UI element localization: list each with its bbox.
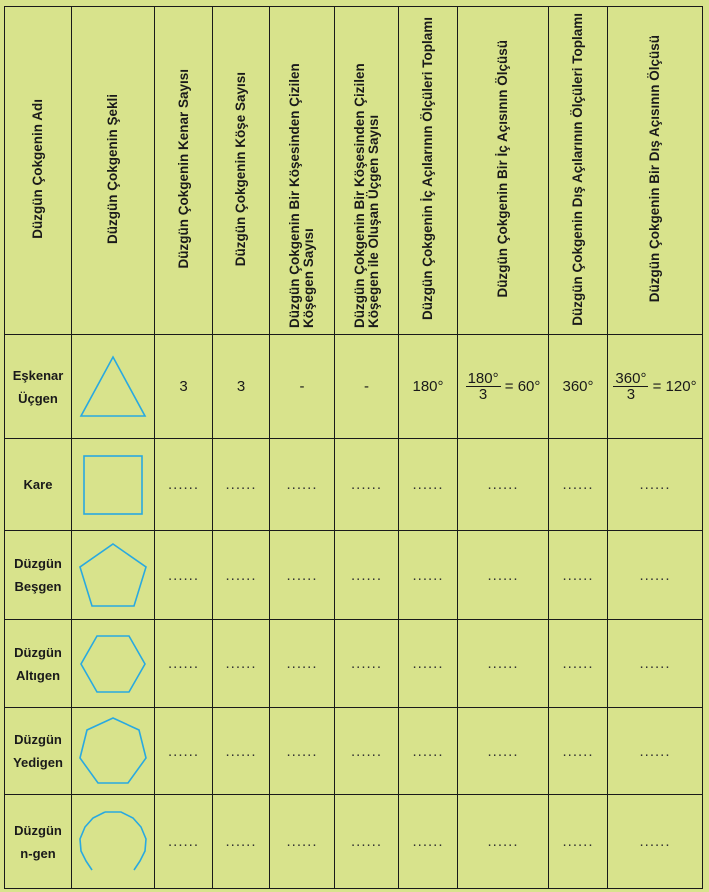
polygon-shape	[72, 439, 155, 531]
blank-cell: ......	[270, 439, 335, 531]
blank-cell: ......	[549, 531, 608, 620]
polygon-name: Eşkenar Üçgen	[5, 335, 72, 439]
heptagon-icon	[77, 716, 149, 786]
blank-cell: ......	[399, 439, 458, 531]
blank-cell: ......	[458, 439, 549, 531]
table-row	[5, 795, 703, 889]
blank-cell: ......	[155, 708, 213, 795]
blank-cell: ......	[213, 531, 270, 620]
header-row	[5, 7, 703, 335]
blank-cell: ......	[155, 620, 213, 708]
interior-sum: 180°	[399, 335, 458, 439]
header-name: Düzgün Çokgenin Adı	[5, 7, 72, 335]
blank-cell: ......	[458, 708, 549, 795]
polygon-name: Düzgün Altıgen	[5, 620, 72, 708]
square-icon	[82, 454, 144, 516]
header-diagonal-count: Düzgün Çokgenin Bir Köşesinden Çizilen Köşegen Sayısı	[270, 7, 335, 335]
polygon-shape	[72, 708, 155, 795]
blank-cell: ......	[608, 708, 703, 795]
side-count: 3	[155, 335, 213, 439]
n-gon-icon	[78, 810, 148, 874]
blank-cell: ......	[335, 620, 399, 708]
regular-polygon-table	[4, 6, 703, 889]
diagonal-count: -	[270, 335, 335, 439]
header-side-count: Düzgün Çokgenin Kenar Sayısı	[155, 7, 213, 335]
blank-cell: ......	[270, 708, 335, 795]
blank-cell: ......	[270, 620, 335, 708]
blank-cell: ......	[213, 439, 270, 531]
polygon-name: Düzgün n-gen	[5, 795, 72, 889]
fraction: $\frac{360^\circ}{3}$	[615, 370, 647, 403]
fraction: $\frac{180^\circ}{3}$	[467, 370, 499, 403]
blank-cell: ......	[155, 439, 213, 531]
blank-cell: ......	[399, 531, 458, 620]
blank-cell: ......	[155, 795, 213, 889]
blank-cell: ......	[608, 531, 703, 620]
triangle-count: -	[335, 335, 399, 439]
table-row	[5, 439, 703, 531]
interior-one: $\frac{180^\circ}{3}$ = 60°	[458, 335, 549, 439]
polygon-name: Düzgün Beşgen	[5, 531, 72, 620]
blank-cell: ......	[335, 531, 399, 620]
exterior-sum: 360°	[549, 335, 608, 439]
hexagon-icon	[79, 633, 147, 695]
blank-cell: ......	[155, 531, 213, 620]
table-row	[5, 335, 703, 439]
polygon-name: Düzgün Yedigen	[5, 708, 72, 795]
blank-cell: ......	[458, 620, 549, 708]
pentagon-icon	[77, 541, 149, 609]
blank-cell: ......	[549, 795, 608, 889]
blank-cell: ......	[549, 708, 608, 795]
header-shape: Düzgün Çokgenin Şekli	[72, 7, 155, 335]
vertex-count: 3	[213, 335, 270, 439]
blank-cell: ......	[213, 795, 270, 889]
blank-cell: ......	[399, 620, 458, 708]
blank-cell: ......	[608, 620, 703, 708]
blank-cell: ......	[213, 620, 270, 708]
blank-cell: ......	[399, 708, 458, 795]
polygon-name: Kare	[5, 439, 72, 531]
header-exterior-one: Düzgün Çokgenin Bir Dış Açısının Ölçüsü	[608, 7, 703, 335]
exterior-one: $\frac{360^\circ}{3}$ = 120°	[608, 335, 703, 439]
blank-cell: ......	[399, 795, 458, 889]
header-triangle-count: Düzgün Çokgenin Bir Köşesinden Çizilen Köşegen ile Oluşan Üçgen Sayısı	[335, 7, 399, 335]
polygon-shape	[72, 531, 155, 620]
blank-cell: ......	[549, 439, 608, 531]
table-row	[5, 531, 703, 620]
table-row	[5, 708, 703, 795]
triangle-icon	[78, 354, 148, 420]
blank-cell: ......	[458, 795, 549, 889]
blank-cell: ......	[270, 531, 335, 620]
header-vertex-count: Düzgün Çokgenin Köşe Sayısı	[213, 7, 270, 335]
header-exterior-sum: Düzgün Çokgenin Dış Açılarının Ölçüleri Toplamı	[549, 7, 608, 335]
blank-cell: ......	[549, 620, 608, 708]
polygon-shape	[72, 335, 155, 439]
blank-cell: ......	[270, 795, 335, 889]
header-interior-one: Düzgün Çokgenin Bir İç Açısının Ölçüsü	[458, 7, 549, 335]
blank-cell: ......	[608, 439, 703, 531]
table-row	[5, 620, 703, 708]
blank-cell: ......	[335, 439, 399, 531]
blank-cell: ......	[458, 531, 549, 620]
blank-cell: ......	[213, 708, 270, 795]
blank-cell: ......	[335, 708, 399, 795]
header-interior-sum: Düzgün Çokgenin İç Açılarının Ölçüleri Toplamı	[399, 7, 458, 335]
blank-cell: ......	[608, 795, 703, 889]
polygon-shape	[72, 620, 155, 708]
polygon-shape	[72, 795, 155, 889]
blank-cell: ......	[335, 795, 399, 889]
